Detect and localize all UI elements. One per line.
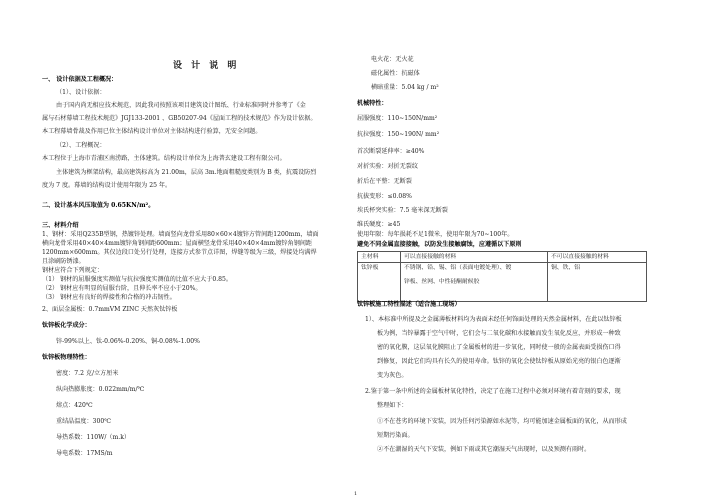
property-deformation: 抗拔变形：≤0.08% <box>357 193 412 200</box>
paragraph-line: 1）、本标准中所提及之金属薄板材料均为表面未经任何饰面处理的天然金属材料，在此以钛锌板 <box>365 316 622 323</box>
section-1-heading: 一、 设计依据及工程概况： <box>42 76 118 83</box>
list-item: ①不在苍劣的环境下安装，因为任何污染源如水泥等，均可能加速金属板面的氧化，从而形成 <box>377 418 627 425</box>
table-header-row <box>358 252 647 263</box>
property-magnetism: 磁化属性：抗磁体 <box>371 70 420 77</box>
zinc-composition-heading: 钛锌板化学成分： <box>42 322 91 329</box>
property-erichsen: 埃氏杯突实验：7.5 毫米深无断裂 <box>357 207 448 214</box>
paragraph-line: 2.鉴于第一条中所述的金属板材氧化特性，决定了在施工过程中必须对环境有着苛刻的要求，现 <box>365 388 621 395</box>
list-item: （3） 钢材应有良好的焊接性和合格的冲击韧性。 <box>42 294 176 301</box>
property-density: 密度：7.2 克/立方厘米 <box>56 370 119 377</box>
table-cell <box>401 263 548 302</box>
material-contact-table <box>357 251 647 302</box>
property-spark: 电火花：无火花 <box>371 56 414 63</box>
paragraph-line: 度为 7 度。幕墙的结构设计使用年限为 25 年。 <box>42 182 172 189</box>
paragraph-line: 主体建筑为框架结构，最高建筑标高为 21.00m，层高 3m.地面粗糙度类别为 B 类，抗震设防烈 <box>56 169 317 176</box>
list-item: ②不在潮湿的天气下安装，例如下雨或其它潮湿天气出现时，以及预测有雨时。 <box>377 446 591 453</box>
page-number: 1 <box>354 491 358 497</box>
contact-rules-heading: 避免不同金属直接接触，以防发生接触腐蚀，应遵循以下原则 <box>357 241 522 248</box>
cell-line: 锌板、丝网、中性硅酮耐候胶 <box>404 279 480 285</box>
paragraph-line: 属与石材幕墙工程技术规范》JGJ133-2001 、GB50207-94《屋面工程的技术规范》作为设计依据。 <box>42 115 317 122</box>
property-expansion: 纵向热膨胀度：0.022mm/m/℃ <box>56 386 145 393</box>
paragraph-line: 变为灰色。 <box>377 372 408 379</box>
cell-line: 不锈钢、铅、锡、铝（表面电镀处理）、镀 <box>404 265 512 271</box>
paragraph-line: 2、面层金属板：0.7mmVM ZINC 天然灰钛锌板 <box>42 306 178 313</box>
paragraph-line: 1、钢材：采用Q235B型钢，热镀锌处理。墙面竖向龙骨采用80×60×4镀锌方管间距1200mm，墙面 <box>42 231 319 238</box>
property-melting: 熔点：420℃ <box>56 402 93 409</box>
paragraph-line: 横向龙骨采用40×40×4mm镀锌角钢间距600mm；屋面横竖龙骨采用40×40×4mm镀锌角钢间距 <box>42 240 313 247</box>
property-weight: 横暗重量：5.04 kg / m² <box>371 84 439 91</box>
paragraph-line: 本工程幕墙骨裁及作用已位主体结构设计单位对主体结构进行验算，无安全问题。 <box>42 128 262 135</box>
section-2-heading: 二、设计基本风压取值为 0.65KN/m²。 <box>42 202 155 209</box>
property-lifetime: 使用年限：每年损耗不足1微米，使用年限为70~100年。 <box>357 231 514 238</box>
list-item: （1） 钢材的屈服强度实测值与抗拉强度实测值的比值不应大于0.85。 <box>42 276 233 283</box>
construction-heading: 钛锌板施工特性描述（适合施工现场） <box>357 301 461 308</box>
paragraph-line: 到修复，因此它们均具有长久的使用寿命。钛锌的氧化会使钛锌板从原始光亮的银白色逐渐 <box>377 358 621 365</box>
property-hardness: 维氏硬度：≥45 <box>357 221 401 228</box>
property-electrical: 导电系数：17MS/m <box>56 450 113 457</box>
paragraph-line: 整理如下： <box>377 402 408 409</box>
table-row <box>358 263 647 302</box>
paragraph-line: 钢材应符合下列规定： <box>42 267 103 274</box>
table-cell: 铜、铁、铝 <box>548 263 647 302</box>
subsection-basis: （1）、设计依据： <box>56 89 106 96</box>
table-cell: 钛锌板 <box>358 263 401 302</box>
property-thermal: 导热系数：110W/（m.k） <box>56 434 131 441</box>
paragraph-line: 板为例，当锌暴露于空气中时，它们会与二氧化碳和水接触而发生氧化反应，并形成一种致 <box>377 330 621 337</box>
property-recrystallization: 重结晶温度：300℃ <box>56 418 112 425</box>
table-header-cell: 可以直接接触的材料 <box>401 252 548 263</box>
zinc-physical-heading: 钛锌板物理特性： <box>42 354 91 361</box>
list-item: （2） 钢材应有明显的屈服台阶，且伸长率不应小于20%。 <box>42 285 202 292</box>
paragraph-line: 本工程位于上海市青浦区南涝路，主体建筑。结构设计单位为上海普玄建设工程有限公司。 <box>42 155 286 162</box>
paragraph-line: 1200mm×600mm。其仅边段口处另行处理，连接方式参节点详图，焊缝等级为三级，焊接处均满焊 <box>42 249 317 256</box>
paragraph-line: 且涂刷防锈漆。 <box>42 258 85 265</box>
table-header-cell: 不可以直接接触的材料 <box>548 252 647 263</box>
property-yield: 屈服强度：110~150N/mm² <box>357 115 438 122</box>
paragraph-line: 密的氧化膜，这层氧化膜阻止了金属板材的进一步氧化，同时使一般的金属表面受损伤口得 <box>377 344 621 351</box>
property-bend: 对折实验：对折无裂纹 <box>357 163 418 170</box>
list-item: 短期污染面。 <box>377 432 414 439</box>
property-fracture: 首次断裂延伸率：≥40% <box>357 148 425 155</box>
mechanical-heading: 机械特性： <box>357 100 388 107</box>
zinc-composition: 锌-99%以上、钛-0.06%-0.20%、铜-0.08%-1.00% <box>56 338 200 345</box>
property-tensile: 抗拉强度：150~190N/ mm² <box>357 131 440 138</box>
paragraph-line: 由于国内尚无相应技术规范，因此我司按照该项目建筑设计图纸、行业标准同时并参考了《金 <box>56 102 306 109</box>
document-title: 设 计 说 明 <box>173 61 240 71</box>
subsection-overview: （2）、工程概况： <box>56 142 106 149</box>
property-flatten: 折后在平整：无断裂 <box>357 178 412 185</box>
table-header-cell: 主材料 <box>358 252 401 263</box>
section-3-heading: 三、材料介绍 <box>42 222 79 229</box>
